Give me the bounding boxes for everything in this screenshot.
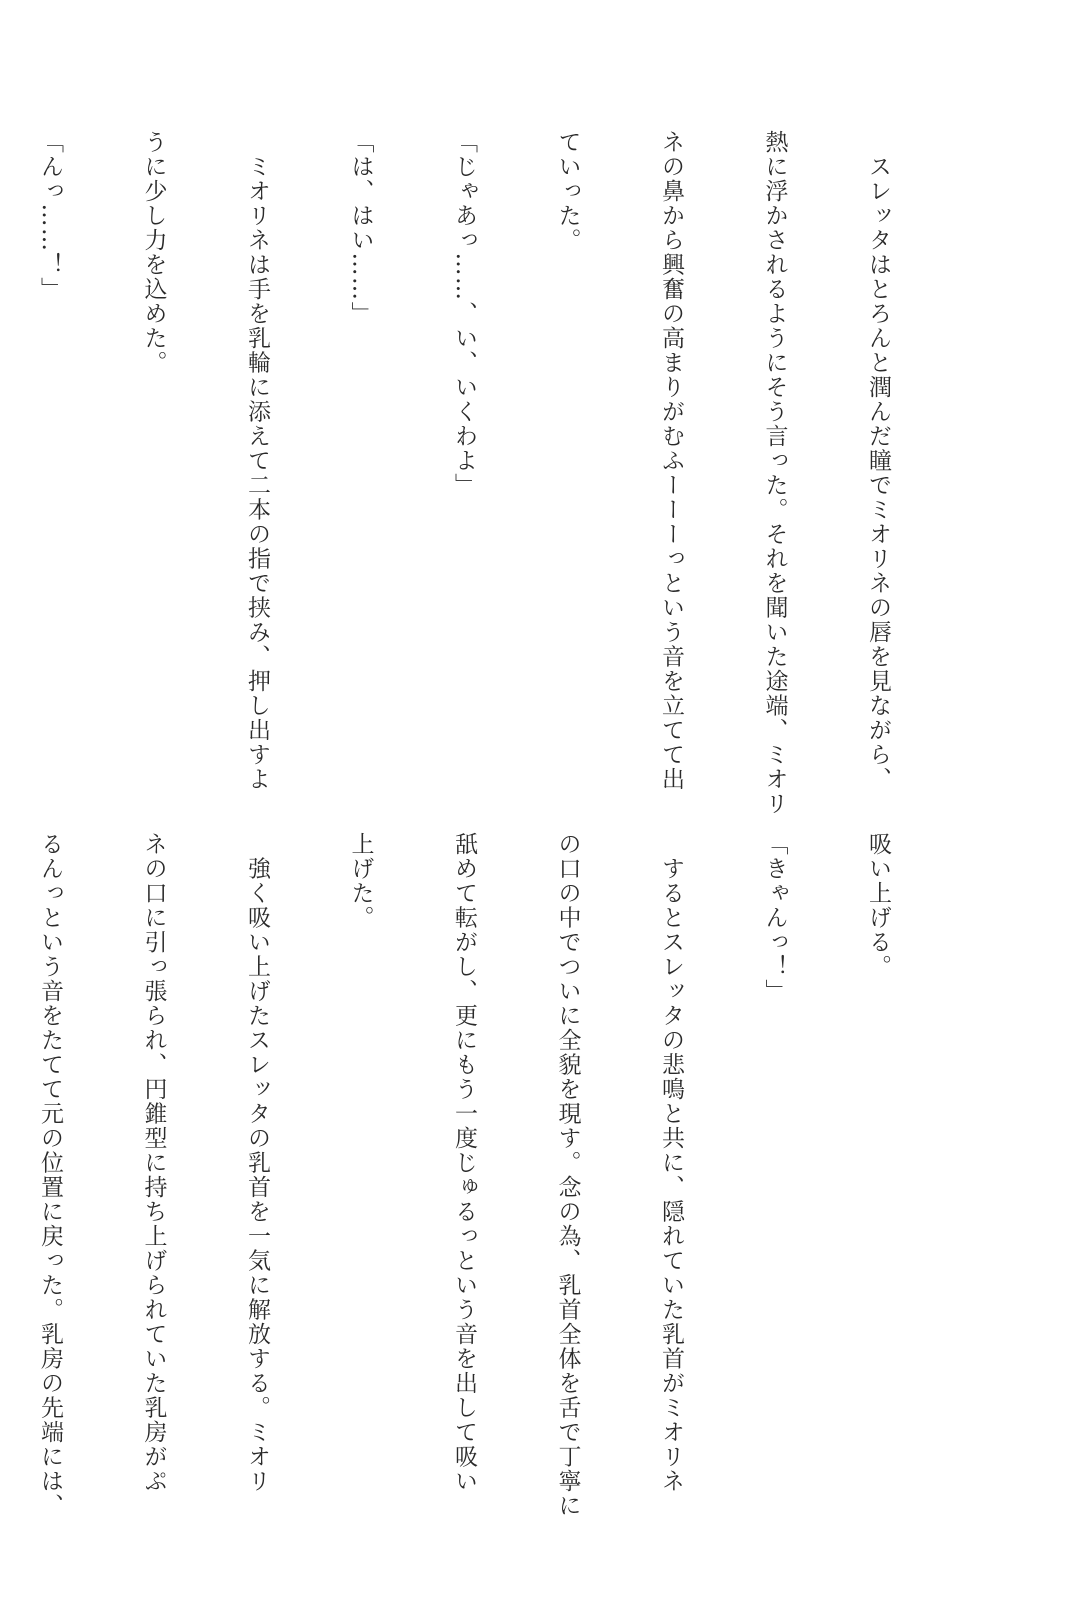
text-column: スレッタはとろんと潤んだ瞳でミオリネの唇を見ながら、 — [865, 130, 891, 792]
text-column: の口の中でついに全貌を現す。念の為、乳首全体を舌で丁寧に — [554, 832, 581, 1518]
text-column: するとスレッタの悲鳴と共に、隠れていた乳首がミオリネ — [658, 832, 684, 1494]
text-column: 強く吸い上げたスレッタの乳首を一気に解放する。ミオリ — [244, 832, 270, 1494]
text-column: 「きゃんっ！」 — [761, 832, 788, 1004]
text-column: 「んっ……！」 — [37, 130, 63, 302]
text-column: 「は、はい……」 — [347, 130, 374, 326]
text-column: ていった。 — [554, 130, 581, 253]
text-column: 吸い上げる。 — [865, 832, 891, 979]
text-column: うに少し力を込めた。 — [140, 130, 167, 375]
text-column: ミオリネは手を乳輪に添えて二本の指で挟み、押し出すよ — [244, 130, 270, 792]
text-column: ネの口に引っ張られ、円錐型に持ち上げられていた乳房がぷ — [140, 832, 167, 1494]
text-column: 上げた。 — [347, 832, 374, 930]
text-column: ネの鼻から興奮の高まりがむふーーーっという音を立てて出 — [658, 130, 684, 792]
text-column: 熱に浮かされるようにそう言った。それを聞いた途端、ミオリ — [761, 130, 788, 816]
text-column: るんっという音をたてて元の位置に戻った。乳房の先端には、 — [37, 832, 63, 1518]
text-block-top — [37, 130, 964, 816]
text-column: 舐めて転がし、更にもう一度じゅるっという音を出して吸い — [451, 832, 477, 1494]
text-column: 「じゃあっ……、い、いくわよ」 — [451, 130, 477, 498]
text-block-bottom — [37, 832, 964, 1518]
